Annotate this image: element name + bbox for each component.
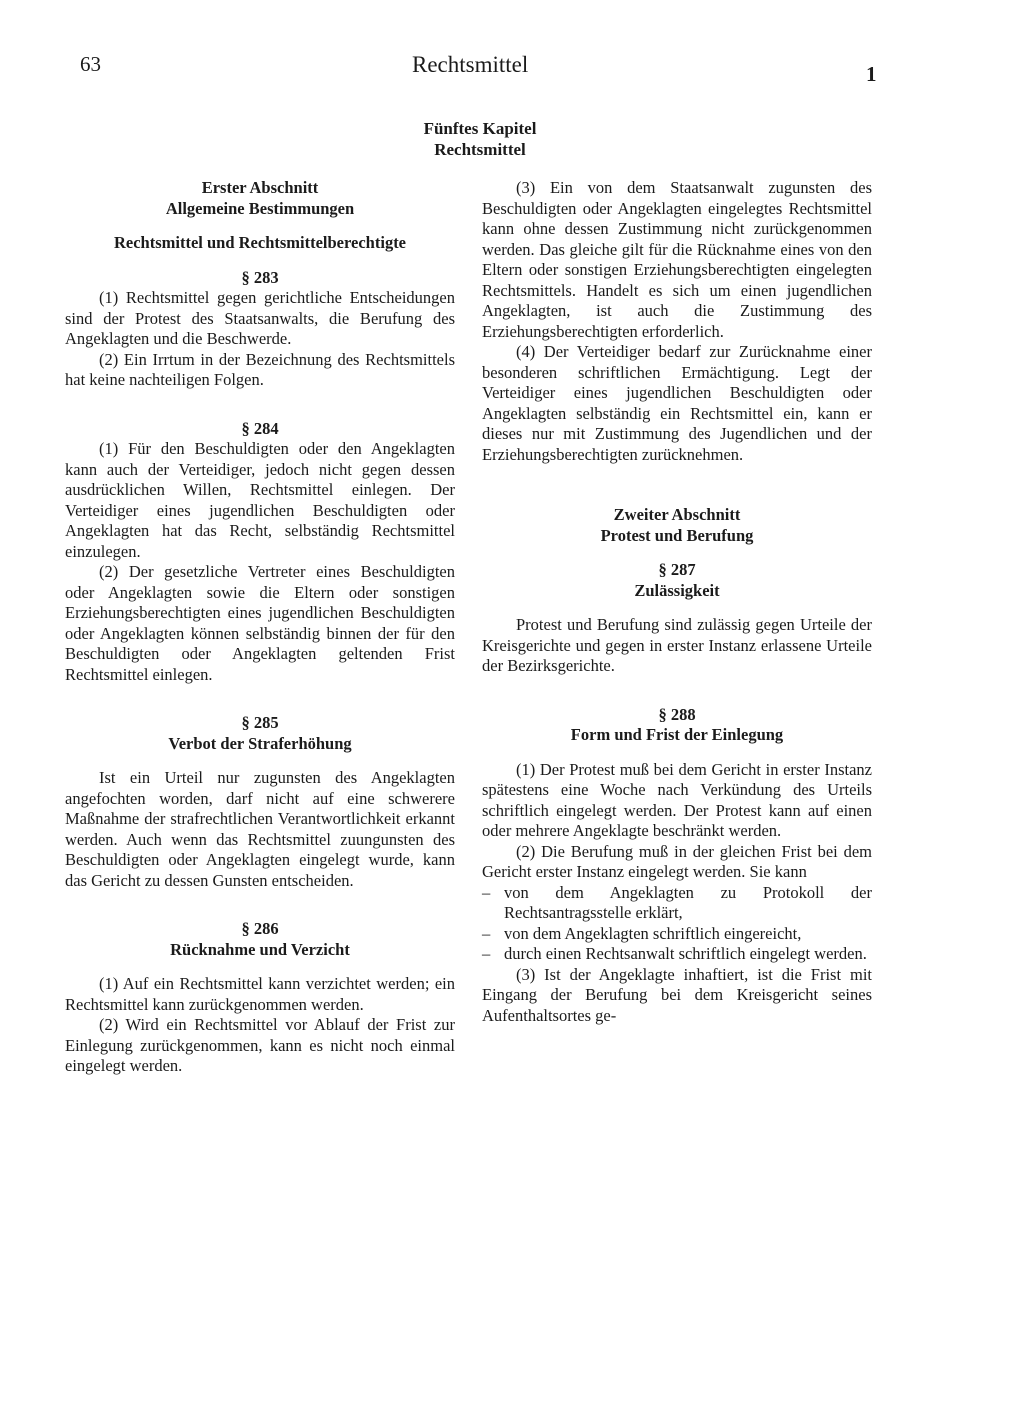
paragraph-title: Rücknahme und Verzicht	[170, 939, 350, 959]
dash-marker: –	[482, 882, 491, 902]
section-title: Allgemeine Bestimmungen	[165, 198, 355, 218]
paragraph-title: Zulässigkeit	[634, 580, 720, 600]
right-column	[482, 178, 872, 1026]
paragraph-text: (2) Wird ein Rechtsmittel vor Ablauf der Frist zur Einlegung zurückgenommen, kann es nicht noch einmal eingelegt werden.	[65, 1015, 455, 1075]
paragraph-text: (2) Der gesetzliche Vertreter eines Beschuldigten oder Angeklagten sowie die Eltern oder sonstigen Erziehungsberechtigten eines jugendlichen Beschuldigten oder Angeklagten können selbständig binnen der für den Beschuldigten oder Angeklagten geltenden Frist Rechtsmittel einlegen.	[65, 562, 455, 684]
paragraph-text: (1) Rechtsmittel gegen gerichtliche Entscheidungen sind der Protest des Staatsanwalts, die Berufung des Angeklagten und die Beschwerde.	[65, 288, 455, 348]
list-item-text: von dem Angeklagten zu Protokoll der Rechtsantragsstelle erklärt,	[504, 882, 872, 922]
paragraph-number: § 287	[658, 560, 696, 579]
list-item	[482, 924, 872, 945]
chapter-number: Fünftes Kapitel	[423, 119, 537, 138]
paragraph-number: § 285	[241, 713, 279, 732]
subheading: Rechtsmittel und Rechtsmittelberechtigte	[113, 233, 407, 252]
list-item	[482, 883, 872, 924]
section-title: Protest und Berufung	[600, 525, 754, 545]
paragraph-number: § 286	[241, 919, 279, 938]
list-item-text: von dem Angeklagten schriftlich eingereicht,	[504, 923, 802, 943]
paragraph-text: (4) Der Verteidiger bedarf zur Zurücknahme einer besonderen schriftlichen Ermächtigung. Legt der Verteidiger eines jugendlichen Beschuldigten oder Angeklagten selbständig ein Rechtsmittel ein, kann er dieses nur mit Zustimmung des Jugendlichen und der Erziehungsberechtigten zurücknehmen.	[482, 342, 872, 464]
list-item	[482, 944, 872, 965]
running-title: Rechtsmittel	[412, 52, 529, 77]
paragraph-number: § 283	[241, 267, 279, 287]
paragraph-title: Form und Frist der Einlegung	[570, 725, 784, 744]
chapter-heading	[380, 118, 580, 160]
section-marker: 1	[866, 62, 877, 86]
page-number: 63	[80, 52, 101, 76]
paragraph-text: Ist ein Urteil nur zugunsten des Angeklagten angefochten worden, darf nicht auf eine schwerere Maßnahme der strafrechtlichen Verantwortlichkeit erkannt werden. Auch wenn das Rechtsmittel zuungunsten des Beschuldigten oder Angeklagten eingelegt wurde, kann das Gericht zu dessen Gunsten entscheiden.	[65, 768, 455, 890]
chapter-title: Rechtsmittel	[434, 140, 526, 159]
paragraph-text: (1) Für den Beschuldigten oder den Angeklagten kann auch der Verteidiger, jedoch nicht gegen dessen ausdrücklichen Willen, Rechtsmittel einlegen. Der Verteidiger eines jugendlichen Beschuldigten oder Angeklagten hat das Recht, selbständig Rechtsmittel einzulegen.	[65, 439, 455, 561]
list-item-text: durch einen Rechtsanwalt schriftlich eingelegt werden.	[504, 944, 867, 963]
running-header	[0, 52, 1024, 92]
paragraph-number: § 288	[658, 704, 696, 724]
paragraph-number: § 284	[241, 418, 279, 438]
section-number: Erster Abschnitt	[201, 178, 319, 197]
dash-marker: –	[482, 923, 491, 943]
paragraph-text: Protest und Berufung sind zulässig gegen Urteile der Kreisgerichte und gegen in erster Instanz erlassene Urteile der Bezirksgerichte.	[482, 615, 872, 675]
paragraph-text: (1) Der Protest muß bei dem Gericht in erster Instanz spätestens eine Woche nach Verkündung des Urteils schriftlich eingelegt werden. Der Protest kann auf einen oder mehrere Angeklagte beschränkt werden.	[482, 759, 872, 840]
paragraph-text: (1) Auf ein Rechtsmittel kann verzichtet werden; ein Rechtsmittel kann zurückgenommen werden.	[65, 974, 455, 1014]
paragraph-text: (2) Ein Irrtum in der Bezeichnung des Rechtsmittels hat keine nachteiligen Folgen.	[65, 349, 455, 389]
paragraph-text: (3) Ist der Angeklagte inhaftiert, ist die Frist mit Eingang der Berufung bei dem Kreisgericht seines Aufenthaltsortes ge-	[482, 964, 872, 1025]
paragraph-text: (2) Die Berufung muß in der gleichen Frist bei dem Gericht erster Instanz eingelegt werden. Sie kann	[482, 841, 872, 881]
dash-marker: –	[482, 944, 491, 963]
paragraph-title: Verbot der Straferhöhung	[168, 733, 352, 753]
left-column	[65, 178, 455, 1077]
section-number: Zweiter Abschnitt	[613, 505, 741, 524]
paragraph-text: (3) Ein von dem Staatsanwalt zugunsten des Beschuldigten oder Angeklagten eingelegtes Rechtsmittel kann ohne dessen Zustimmung nicht zurückgenommen werden. Das gleiche gilt für die Rücknahme eines von den Eltern oder sonstigen Erziehungsberechtigten eingelegten Rechtsmittels. Handelt es sich um einen jugendlichen Angeklagten, ist auch die Zustimmung des Erziehungsberechtigten erforderlich.	[482, 178, 872, 341]
